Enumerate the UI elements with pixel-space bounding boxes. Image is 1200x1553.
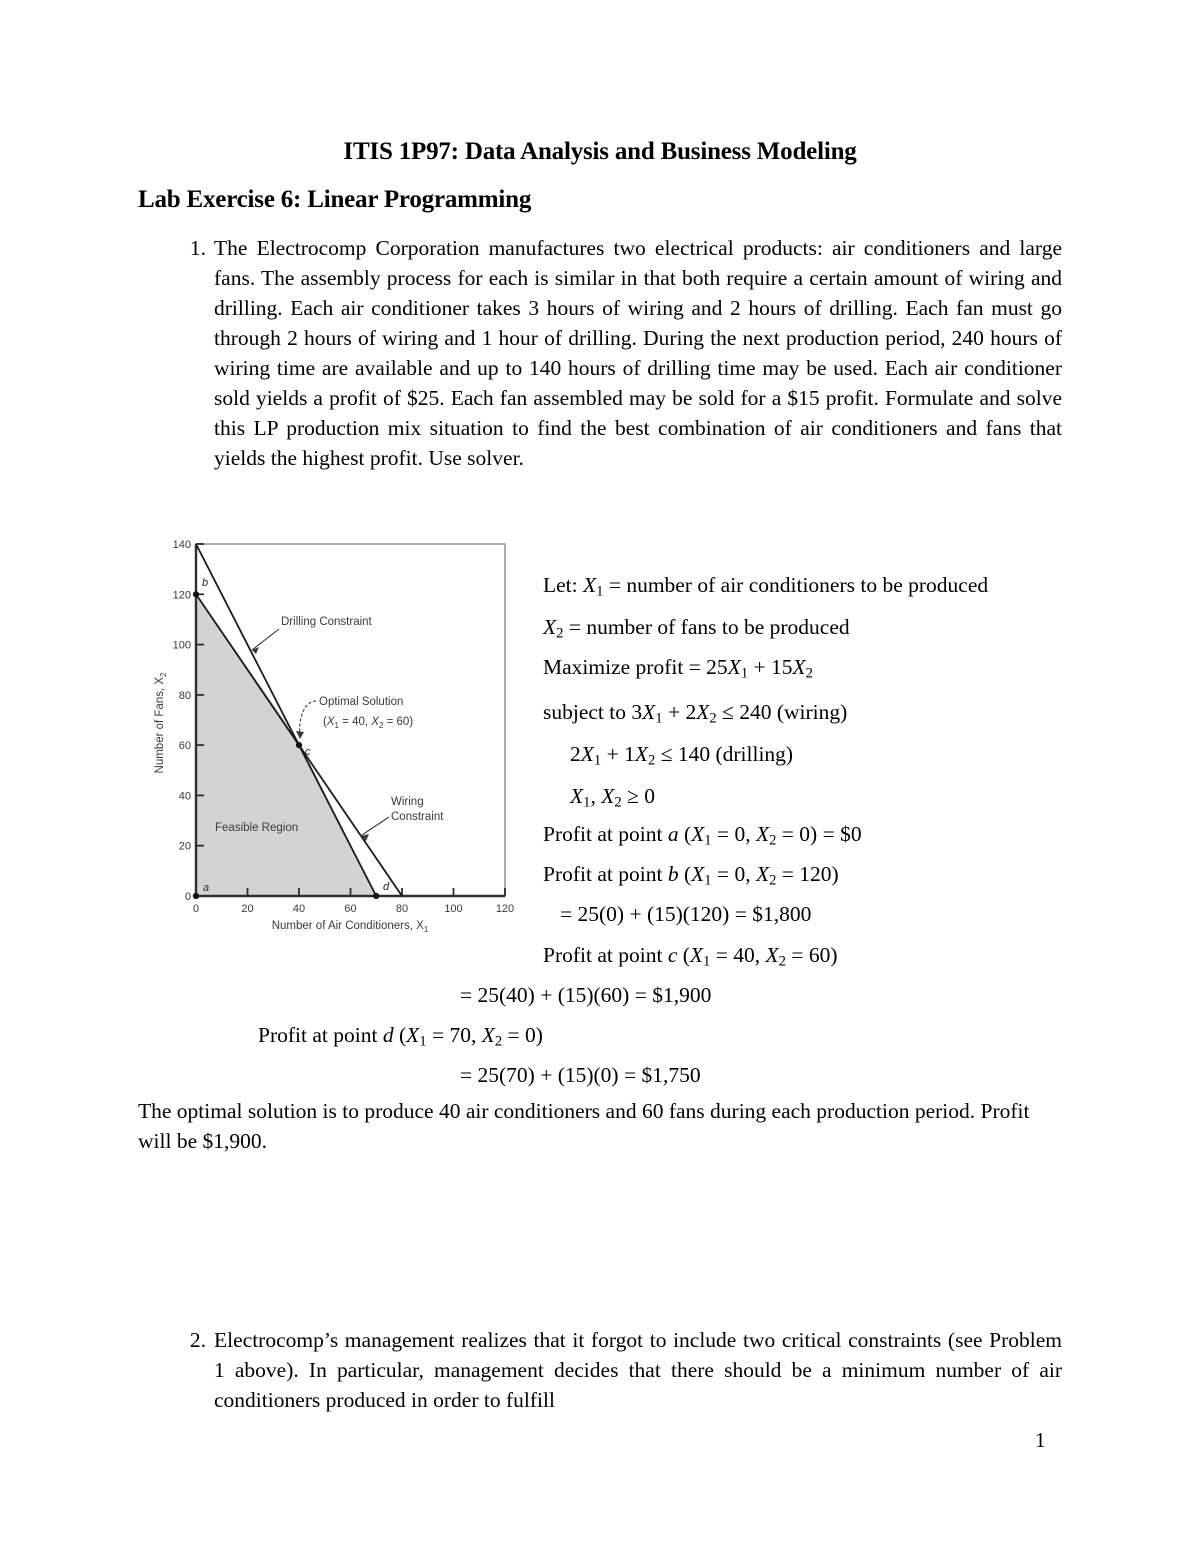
point-a-label: a	[203, 882, 210, 894]
optimal-solution-coords: ($X_1 = 40$, $X_2 = 60$)	[323, 716, 414, 730]
x-tick-60: 60	[344, 903, 357, 915]
problem-2	[172, 1325, 1062, 1415]
y-tick-0: 0	[184, 891, 191, 903]
let-x2-line: $X_2$ = number of fans to be produced	[543, 615, 850, 642]
wiring-constraint-line-text: subject to $3X_1 + 2X_2 \le 240$ (wiring)	[543, 700, 848, 727]
page-title: ITIS 1P97: Data Analysis and Business Modeling	[343, 138, 857, 165]
y-tick-120: 120	[172, 589, 191, 602]
optimal-leader-arrow	[296, 731, 304, 739]
x-axis-title: Number of Air Conditioners, $X_1$	[271, 920, 429, 934]
let-x1-line: Let: $X_1$ = number of air conditioners to be produced	[543, 573, 989, 600]
point-c-marker	[296, 742, 302, 748]
objective-line: Maximize profit = $25X_1 + 15X_2$	[543, 655, 813, 682]
page-number: 1	[1035, 1428, 1046, 1452]
point-b-label: b	[202, 577, 209, 589]
profit-d-value-line: = 25(70) + (15)(0) = $1,750	[460, 1063, 701, 1087]
optimal-solution-label: Optimal Solution	[319, 696, 404, 708]
drilling-constraint-line-text: $2X_1 + 1X_2 \le 140$ (drilling)	[570, 742, 794, 769]
y-tick-40: 40	[178, 790, 191, 803]
profit-c-line: Profit at point c ($X_1 = 40$, $X_2 = 60$)	[543, 943, 838, 970]
page-subtitle: Lab Exercise 6: Linear Programming	[138, 186, 532, 213]
lp-graph-figure	[148, 533, 523, 945]
x-tick-100: 100	[444, 903, 463, 915]
profit-a-line: Profit at point a ($X_1 = 0$, $X_2 = 0$) = $0	[543, 822, 862, 849]
feasible-region-label: Feasible Region	[215, 822, 299, 834]
profit-b-line: Profit at point b ($X_1 = 0$, $X_2 = 120$)	[543, 862, 839, 889]
y-tick-140: 140	[172, 539, 191, 551]
conclusion-paragraph: The optimal solution is to produce 40 air conditioners and 60 fans during each production period. Profit will be $1,900.	[138, 1099, 1030, 1153]
drilling-leader-line	[252, 629, 279, 650]
drilling-leader-arrow	[252, 647, 259, 654]
y-tick-20: 20	[178, 840, 191, 853]
point-a-marker	[193, 893, 199, 899]
problem-2-number: 2.	[189, 1328, 206, 1352]
drilling-constraint-label: Drilling Constraint	[281, 616, 372, 628]
profit-b-value-line: = 25(0) + (15)(120) = $1,800	[560, 902, 812, 926]
x-tick-0: 0	[192, 903, 200, 915]
x-tick-20: 20	[241, 903, 254, 915]
wiring-leader-line	[362, 817, 389, 835]
profit-c-value-line: = 25(40) + (15)(60) = $1,900	[460, 983, 712, 1007]
point-d-marker	[373, 893, 379, 899]
problem-1-text: The Electrocomp Corporation manufactures two electrical products: air conditioners and large fans. The assembly process for each is similar in that both require a certain amount of wiring and drilling. Each air conditioner takes 3 hours of wiring and 2 hours of drilling. Each fan must go through 2 hours of wiring and 1 hour of drilling. During the next production period, 240 hours of wiring time are available and up to 140 hours of drilling time may be used. Each air conditioner sold yields a profit of $25. Each fan assembled may be sold for a $15 profit. Formulate and solve this LP production mix situation to find the best combination of air conditioners and fans that yields the highest profit. Use solver.	[214, 236, 1062, 470]
wiring-constraint-label2: Constraint	[391, 811, 444, 823]
y-tick-100: 100	[172, 639, 191, 652]
problem-1	[172, 233, 1062, 473]
wiring-constraint-label: Wiring	[391, 796, 424, 808]
x-tick-40: 40	[292, 903, 306, 915]
y-tick-60: 60	[178, 740, 191, 753]
point-d-label: d	[383, 881, 390, 893]
point-b-marker	[193, 591, 199, 597]
point-c-label: c	[305, 746, 311, 758]
optimal-leader-line	[300, 701, 316, 736]
feasible-region-polygon	[196, 593, 376, 896]
problem-1-number: 1.	[189, 236, 206, 260]
y-tick-80: 80	[178, 689, 191, 702]
x-tick-120: 120	[495, 903, 515, 915]
x-tick-80: 80	[395, 903, 409, 915]
profit-d-line: Profit at point d ($X_1 = 70$, $X_2 = 0$)	[258, 1023, 543, 1050]
problem-2-text: Electrocomp’s management realizes that it forgot to include two critical constraints (see Problem 1 above). In particular, management decides that there should be a minimum number of air conditioners produced in order to fulfill	[214, 1328, 1062, 1412]
nonnegativity-line: $X_1$, $X_2 \ge 0$	[570, 784, 655, 811]
y-axis-title: Number of Fans, $X_2$	[154, 672, 168, 774]
lp-graph-svg	[148, 533, 523, 945]
